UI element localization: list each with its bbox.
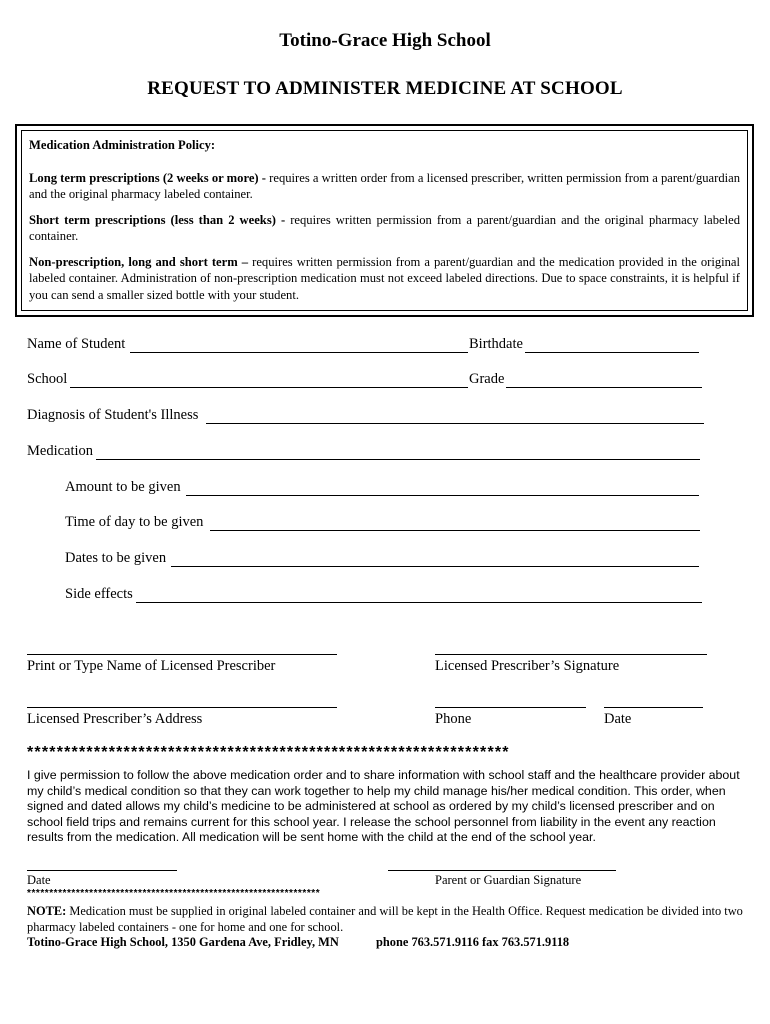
medication-label: Medication	[27, 443, 94, 459]
long-term-label: Long term prescriptions (2 weeks or more) -	[29, 170, 266, 185]
prescriber-name-field[interactable]	[27, 654, 337, 655]
birthdate-field[interactable]	[525, 352, 699, 353]
side-effects-field[interactable]	[136, 602, 702, 603]
permission-text: I give permission to follow the above medication order and to share information with school staff and the healthcare provider about my child’s medical condition so that they can work together to help my child manage his/her medical condition. This order, when signed and dated allows my child’s medicine to be administered at school as ordered by my child’s licensed prescriber and on school field trips and remains current for this school year. I release the school personnel from liability in the event any reaction results from the medication. All medication will be sent home with the child at the end of the school year.	[27, 768, 740, 845]
policy-heading: Medication Administration Policy:	[29, 138, 216, 152]
medication-field[interactable]	[96, 459, 700, 460]
side-effects-row	[65, 586, 725, 606]
medication-row	[27, 443, 727, 463]
school-field[interactable]	[70, 387, 468, 388]
dates-row	[65, 550, 725, 570]
school-name: Totino-Grace High School	[279, 30, 491, 51]
time-of-day-field[interactable]	[210, 530, 700, 531]
amount-row	[65, 479, 725, 499]
amount-field[interactable]	[186, 495, 699, 496]
footer-address: Totino-Grace High School, 1350 Gardena Ave, Fridley, MN	[27, 935, 339, 949]
policy-nonrx	[29, 254, 740, 304]
form-title: REQUEST TO ADMINISTER MEDICINE AT SCHOOL	[147, 78, 623, 99]
prescriber-address-label: Licensed Prescriber’s Address	[27, 711, 203, 727]
grade-label: Grade	[469, 371, 505, 387]
note-text: Medication must be supplied in original labeled container and will be kept in the Health Office. Request medication be divided into two pharmacy labeled containers - one for home and one for school.	[27, 904, 743, 934]
student-name-field[interactable]	[130, 352, 468, 353]
parent-signature-label: Parent or Guardian Signature	[435, 873, 582, 887]
prescriber-signature-field[interactable]	[435, 654, 707, 655]
prescriber-phone-label: Phone	[435, 711, 472, 727]
school-row	[27, 371, 727, 391]
prescriber-signature-label: Licensed Prescriber’s Signature	[435, 658, 620, 674]
grade-field[interactable]	[506, 387, 702, 388]
prescriber-name-label: Print or Type Name of Licensed Prescriber	[27, 658, 276, 674]
note-block	[27, 904, 745, 935]
parent-signature-field[interactable]	[388, 870, 616, 871]
dates-label: Dates to be given	[65, 550, 167, 566]
birthdate-label: Birthdate	[469, 336, 523, 352]
nonrx-label: Non-prescription, long and short term –	[29, 254, 249, 269]
side-effects-label: Side effects	[65, 586, 133, 602]
prescriber-date-label: Date	[604, 711, 632, 727]
policy-short-term	[29, 212, 740, 245]
nonrx-text: requires written permission from a parent/guardian and the medication provided in the original labeled container. Administration of non-prescription medication must not exceed labeled directions. Due to space constraints, it is helpful if you can send a smaller sized bottle with your student.	[29, 254, 741, 302]
amount-label: Amount to be given	[65, 479, 181, 495]
policy-long-term	[29, 170, 740, 203]
parent-date-label: Date	[27, 873, 51, 887]
parent-date-field[interactable]	[27, 870, 177, 871]
footer-phone: phone 763.571.9116 fax 763.571.9118	[376, 935, 570, 949]
diagnosis-field[interactable]	[206, 423, 704, 424]
short-term-label: Short term prescriptions (less than 2 weeks) -	[29, 212, 286, 227]
long-term-text: requires a written order from a licensed prescriber, written permission from a parent/guardian and the original pharmacy labeled container.	[29, 170, 740, 201]
student-name-row	[27, 336, 727, 356]
prescriber-date-field[interactable]	[604, 707, 703, 708]
diagnosis-row	[27, 407, 727, 427]
diagnosis-label: Diagnosis of Student's Illness	[27, 407, 199, 423]
time-of-day-label: Time of day to be given	[65, 514, 204, 530]
dates-field[interactable]	[171, 566, 699, 567]
prescriber-phone-field[interactable]	[435, 707, 586, 708]
policy-box-inner	[21, 130, 748, 311]
prescriber-address-field[interactable]	[27, 707, 337, 708]
separator-small: ******************************************************************	[27, 888, 321, 899]
time-of-day-row	[65, 514, 725, 534]
student-name-label: Name of Student	[27, 336, 126, 352]
separator-large: *****************************************************************	[27, 744, 510, 761]
note-label: NOTE:	[27, 904, 67, 918]
short-term-text: requires written permission from a parent/guardian and the original pharmacy labeled container.	[29, 212, 741, 243]
school-label: School	[27, 371, 68, 387]
policy-box	[15, 124, 754, 317]
